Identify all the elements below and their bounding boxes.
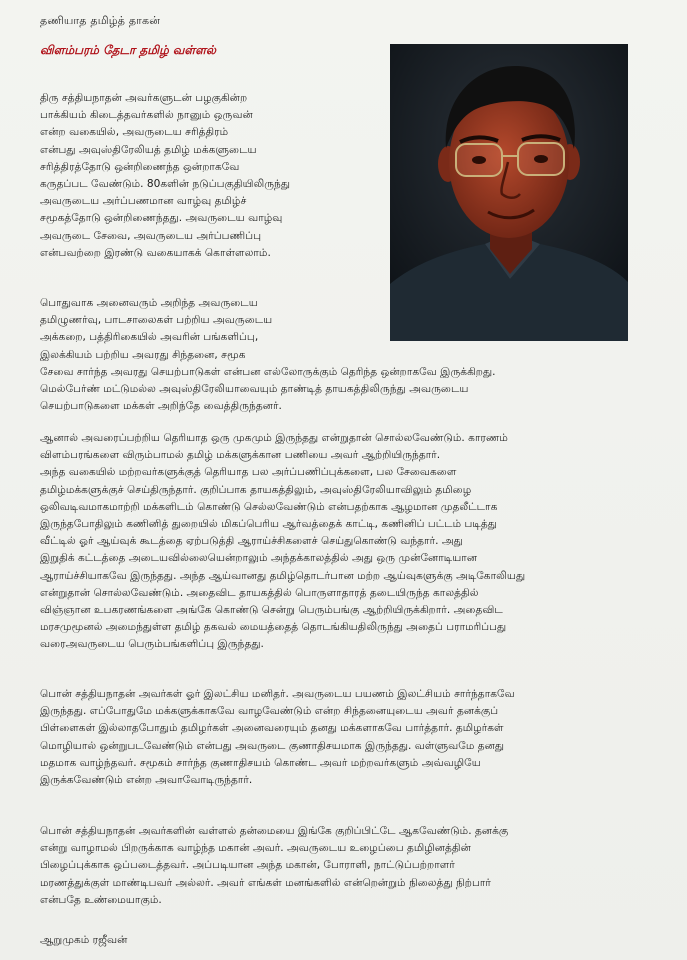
text-line: இறுதிக் கட்டத்தை அடையவில்லையென்றாலும் அந்தக்காலத்தில் அது ஒரு முன்னோடியான — [40, 552, 478, 565]
text-line: வீட்டில் ஓர் ஆய்வுக் கூடத்தை ஏற்படுத்தி ஆராய்ச்சிகளைச் செய்துகொண்டு வந்தார். அது — [40, 535, 463, 548]
text-line: அவருடை சேவை, அவருடைய அர்ப்பணிப்பு — [40, 229, 262, 242]
text-line: சரித்திரத்தோடு ஒன்றிணைந்த ஒன்றாகவே — [40, 160, 240, 173]
text-line: மரசமுமூனல் அமைந்துள்ள தமிழ் தகவல் மையத்தைத் தொடங்கியதிலிருந்து அதைப் பராமரிப்பது — [40, 621, 507, 634]
text-line: ஒலிவடிவமாகமாற்றி மக்களிடம் கொண்டு செல்லவேண்டும் என்பதற்காக ஆழமான முதலீட்டாக — [40, 500, 498, 513]
text-line: மெல்பேர்ண் மட்டுமல்ல அவுஸ்திரேலியாவையும் தாண்டித் தாயகத்திலிருந்து அவருடைய — [40, 383, 469, 396]
text-line: பிள்ளைகள் இல்லாதபோதும் தமிழர்கள் அனைவரையும் தனது மக்களாகவே பார்த்தார். தமிழர்கள் — [40, 722, 504, 735]
text-line: ஆராய்ச்சியாகவே இருந்தது. அந்த ஆய்வானது தமிழ்தொடர்பான மற்ற ஆய்வுகளுக்கு அடிகோலியது — [40, 569, 526, 582]
text-line: செயற்பாடுகளை மக்கள் அறிந்தே வைத்திருந்தனர். — [40, 400, 282, 413]
text-line: கருதப்பட வேண்டும். 80களின் நடுப்பகுதியிலிருந்து — [40, 178, 291, 191]
text-line: வரைஅவருடைய பெரும்பங்களிப்பு இருந்தது. — [40, 638, 264, 651]
paragraph-3 — [40, 430, 655, 654]
text-line: என்றுதான் சொல்லவேண்டும். அதைவிட தாயகத்தில் பொருளாதாரத் தடையிருந்த காலத்தில் — [40, 586, 479, 599]
text-line: என்ற வகையில், அவருடைய சரித்திரம் — [40, 126, 229, 139]
text-line: இருந்தது. எப்போதுமே மக்களுக்காகவே வாழவேண்டும் என்ற சிந்தனையுடைய அவர் தனக்குப் — [40, 705, 499, 718]
text-line: மதமாக வாழ்ந்தவர். சமூகம் சார்ந்த குணாதிசயம் கொண்ட அவர் மற்றவர்களும் அவ்வழியே — [40, 756, 481, 769]
text-line: பொன் சத்தியநாதன் அவர்களின் வள்ளல் தன்மையை இங்கே குறிப்பிட்டே ஆகவேண்டும். தனக்கு — [40, 825, 509, 837]
text-line: ஆனால் அவரைப்பற்றிய தெரியாத ஒரு முகமும் இருந்தது என்றுதான் சொல்லவேண்டும். காரணம் — [40, 432, 508, 444]
intro-paragraph — [40, 90, 385, 262]
text-line: பாக்கியம் கிடைத்தவர்களில் நானும் ஒருவன் — [40, 109, 253, 122]
paragraph-4 — [40, 686, 655, 789]
paragraph-2 — [40, 295, 655, 415]
text-line: பொன் சத்தியநாதன் அவர்கள் ஓர் இலட்சிய மனிதர். அவருடைய பயணம் இலட்சியம் சார்ந்தாகவே — [40, 688, 515, 700]
text-line: சமூகத்தோடு ஒன்றிணைந்தது. அவருடைய வாழ்வு — [40, 212, 283, 225]
text-line: அக்கறை, பத்திரிகையில் அவரின் பங்களிப்பு, — [40, 331, 259, 344]
text-line: திரு சத்தியநாதன் அவர்களுடன் பழகுகின்ற — [40, 92, 248, 104]
text-line: தமிழ்மக்களுக்குச் செய்திருந்தார். குறிப்பாக தாயகத்திலும், அவுஸ்திரேலியாவிலும் தமிழை — [40, 483, 472, 496]
text-line: என்பவற்றை இரண்டு வகையாகக் கொள்ளலாம். — [40, 246, 271, 259]
text-line: இலக்கியம் பற்றிய அவரது சிந்தனை, சமூக — [40, 348, 246, 361]
text-line: பொதுவாக அனைவரும் அறிந்த அவருடைய — [40, 297, 258, 309]
text-line: மரணத்துக்குள் மாண்டிபவர் அல்லர். அவர் எங்கள் மனங்களில் என்றென்றும் நிலைத்து நிற்பார் — [40, 876, 491, 889]
text-line: பிழைப்புக்காக ஒப்படைத்தவர். அப்படியான அந்த மகான், போராளி, நாட்டுப்பற்றாளர் — [40, 859, 455, 872]
text-line: என்பது அவுஸ்திரேலியத் தமிழ் மக்களுடைய — [40, 143, 257, 156]
text-line: என்று வாழாமல் பிறருக்காக வாழ்ந்த மகான் அவர். அவருடைய உழைப்பை தமிழினத்தின் — [40, 842, 471, 855]
text-line: அவருடைய அர்ப்பணமான வாழ்வு தமிழ்ச் — [40, 195, 247, 208]
text-line: இருக்கவேண்டும் என்ற அவாவோடிருந்தார். — [40, 774, 253, 787]
paragraph-5 — [40, 823, 655, 909]
article-title: விளம்பரம் தேடா தமிழ் வள்ளல் — [40, 43, 216, 57]
text-line: அந்த வகையில் மற்றவர்களுக்குத் தெரியாத பல அர்ப்பணிப்புக்களை, பல சேவைகளை — [40, 466, 457, 479]
text-line: விஞ்ஞான உபகரணங்களை அங்கே கொண்டு சென்று பெரும்பங்கு ஆற்றியிருக்கிறார். அதைவிட — [40, 604, 503, 617]
text-line: தமிழுணர்வு, பாடசாலைகள் பற்றிய அவருடைய — [40, 314, 273, 327]
text-line: என்பதே உண்மையாகும். — [40, 893, 162, 906]
text-line: சேவை சார்ந்த அவரது செயற்பாடுகள் என்பன எல்லோருக்கும் தெரிந்த ஒன்றாகவே இருக்கிறது. — [40, 365, 496, 378]
author-signature: ஆறுமுகம் ரஜீவன் — [40, 934, 128, 946]
text-line: மொழியால் ஒன்றுபடவேண்டும் என்பது அவருடை குணாதிசயமாக இருந்தது. வள்ளுவமே தனது — [40, 739, 505, 752]
series-header: தணியாத தமிழ்த் தாகன் — [40, 14, 161, 27]
text-line: விளம்பரங்களை விரும்பாமல் தமிழ் மக்களுக்கான பணியை அவர் ஆற்றியிருந்தார். — [40, 449, 441, 462]
text-line: இருந்தபோதிலும் கணினித் துறையில் மிகப்பெரிய ஆர்வத்தைக் காட்டி, கணினிப் பட்டம் படித்து — [40, 518, 497, 531]
